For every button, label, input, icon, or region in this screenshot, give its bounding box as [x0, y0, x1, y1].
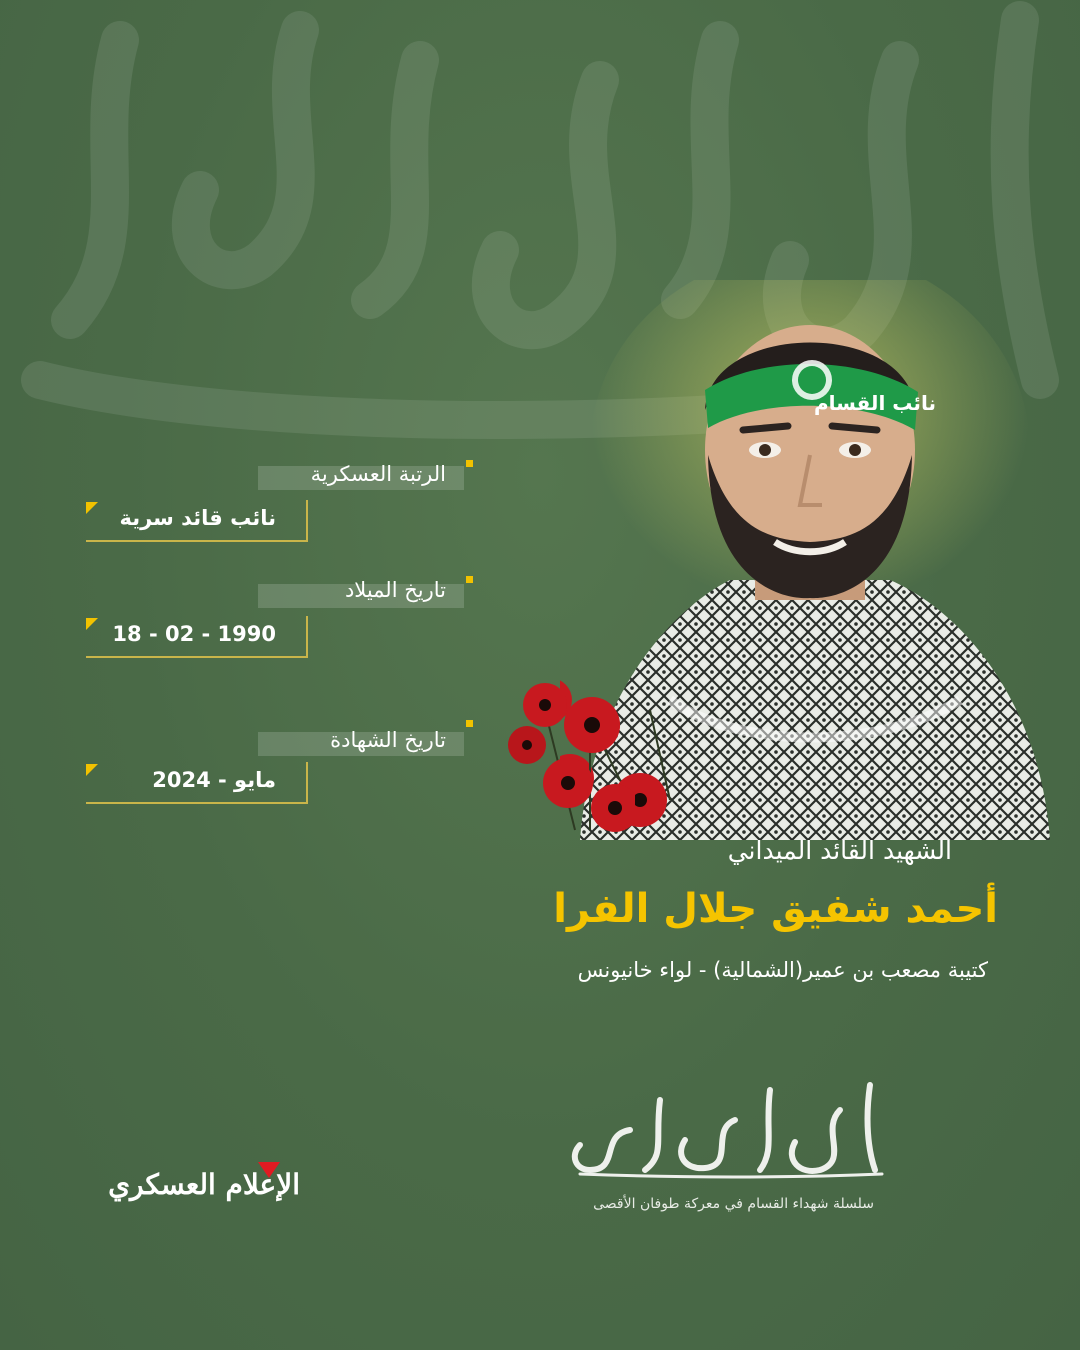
- martyrdom-bullet: [466, 720, 473, 727]
- martyrdom-value: مايو - 2024: [152, 768, 276, 792]
- martyr-unit: كتيبة مصعب بن عمير(الشمالية) - لواء خانيونس: [577, 958, 988, 982]
- birth-value-box: [86, 616, 308, 658]
- series-logo: [570, 1070, 890, 1180]
- series-subtitle: سلسلة شهداء القسام في معركة طوفان الأقصى: [593, 1196, 874, 1212]
- series-title: أقمار الطوفان: [694, 1121, 766, 1135]
- birth-label: تاريخ الميلاد: [344, 578, 446, 602]
- martyr-title: الشهيد القائد الميداني: [727, 836, 952, 865]
- birth-bullet: [466, 576, 473, 583]
- rank-label: الرتبة العسكرية: [310, 462, 446, 486]
- birth-value: 18 - 02 - 1990: [112, 622, 276, 646]
- martyr-portrait: [560, 280, 1060, 840]
- rank-value-box: [86, 500, 308, 542]
- martyrdom-value-box: [86, 762, 308, 804]
- rank-value: نائب قائد سرية: [119, 506, 276, 530]
- poppy-cluster: [495, 680, 635, 840]
- headband-text: نائب القسام: [814, 391, 936, 415]
- martyrdom-label: تاريخ الشهادة: [330, 728, 446, 752]
- media-logo-text: الإعلام العسكري: [108, 1168, 300, 1201]
- media-logo: [80, 1162, 300, 1222]
- rank-bullet: [466, 460, 473, 467]
- martyr-name: أحمد شفيق جلال الفرا: [553, 886, 998, 932]
